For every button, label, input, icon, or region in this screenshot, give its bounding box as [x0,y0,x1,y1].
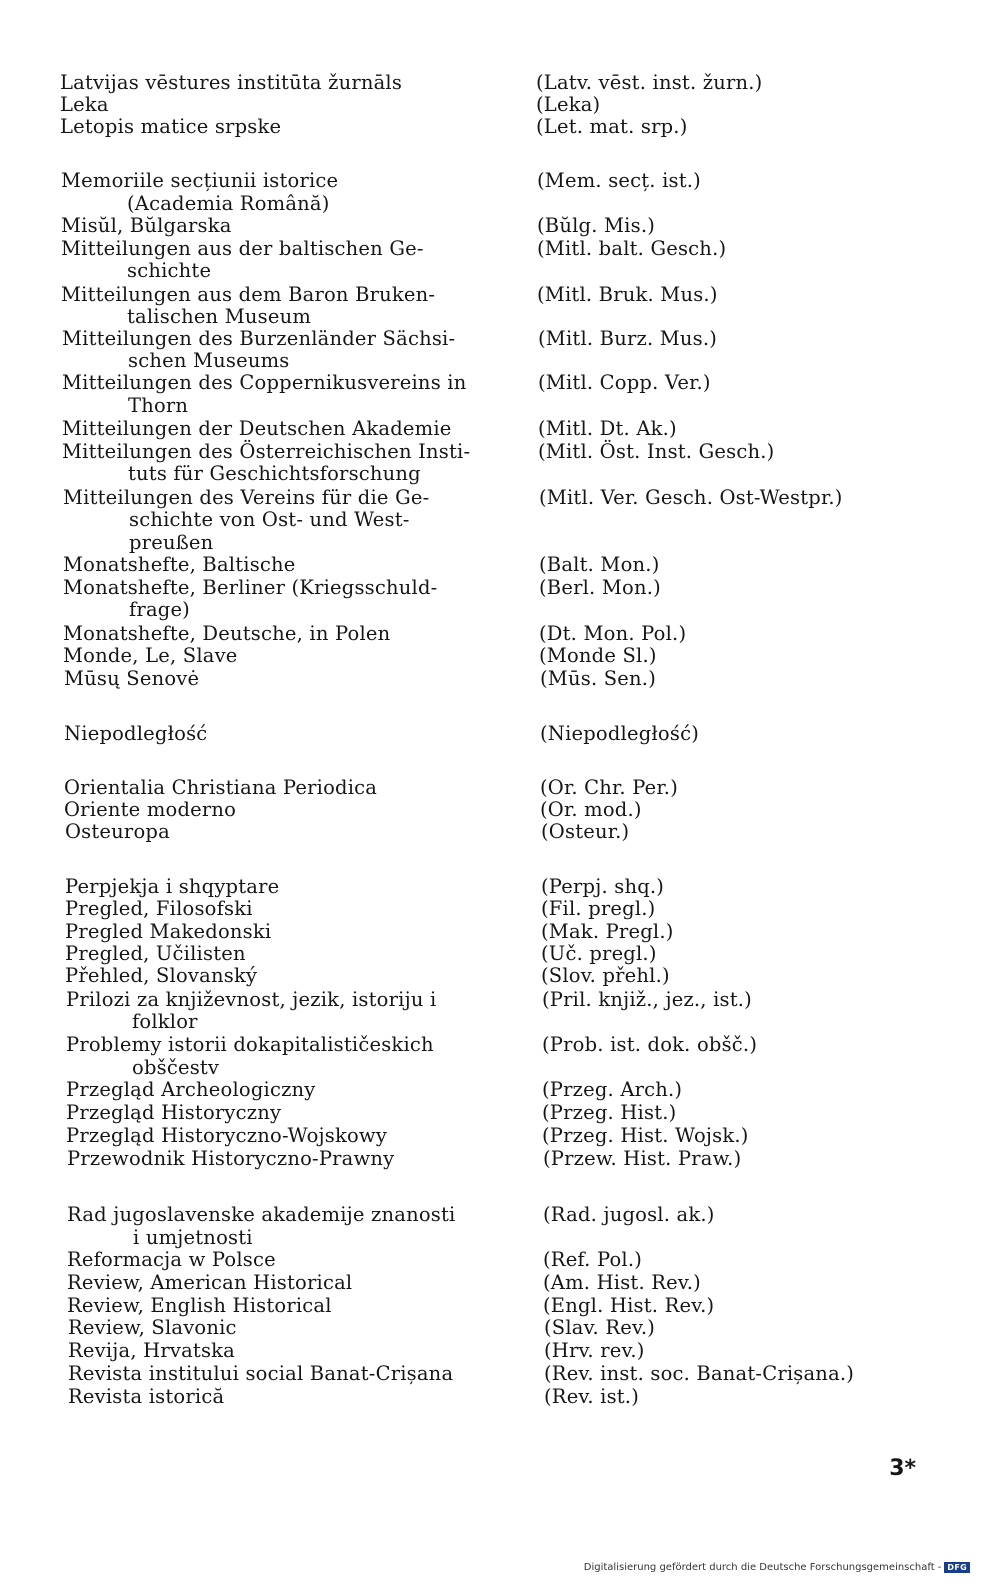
journal-abbreviation: (Bŭlg. Mis.) [537,214,656,237]
journal-title: Monatshefte, Deutsche, in Polen [63,622,391,645]
journal-title: Przewodnik Historyczno-Prawny [67,1147,395,1170]
journal-abbreviation: (Rev. inst. soc. Banat-Crișana.) [544,1362,855,1385]
journal-title: Przegląd Historyczny [66,1101,282,1124]
journal-title: Leka [60,93,109,116]
journal-title: Přehled, Slovanský [65,964,258,987]
journal-title: Misŭl, Bŭlgarska [61,214,232,237]
journal-abbreviation: (Slav. Rev.) [544,1316,656,1339]
journal-abbreviation: (Or. Chr. Per.) [540,776,678,799]
page-number: 3* [889,1456,916,1481]
journal-title-continuation: (Academia Română) [127,192,330,215]
journal-title: Monatshefte, Baltische [63,553,296,576]
journal-title: Prilozi za književnost, jezik, istoriju i [66,988,437,1011]
journal-abbreviation: (Rev. ist.) [544,1385,640,1408]
journal-abbreviation: (Przeg. Arch.) [542,1078,683,1101]
journal-title: Mitteilungen der Deutschen Akademie [62,417,452,440]
journal-title-continuation: frage) [129,598,190,621]
journal-title: Przegląd Historyczno-Wojskowy [66,1124,388,1147]
journal-abbreviation: (Berl. Mon.) [539,576,661,599]
journal-title-continuation: schichte von Ost- und West- [129,508,410,531]
journal-abbreviation: (Przeg. Hist.) [542,1101,677,1124]
journal-title: Reformacja w Polsce [67,1248,276,1271]
journal-title: Oriente moderno [64,798,237,821]
journal-title-continuation: i umjetnosti [133,1226,253,1249]
journal-title: Letopis matice srpske [60,115,282,138]
journal-title: Memoriile secțiunii istorice [61,169,339,192]
journal-abbreviation: (Monde Sl.) [539,644,657,667]
journal-title: Monatshefte, Berliner (Kriegsschuld- [63,576,438,599]
journal-title: Problemy istorii dokapitalističeskich [66,1033,434,1056]
journal-title: Przegląd Archeologiczny [66,1078,316,1101]
journal-abbreviation: (Osteur.) [541,820,630,843]
journal-title-continuation: folklor [132,1010,198,1033]
journal-abbreviation: (Mitl. Ver. Gesch. Ost-Westpr.) [539,486,843,509]
journal-title: Mitteilungen aus dem Baron Bruken- [61,283,436,306]
footer-text: Digitalisierung gefördert durch die Deutsche Forschungsgemeinschaft - [583,1562,942,1573]
journal-title: Mitteilungen des Vereins für die Ge- [63,486,430,509]
journal-abbreviation: (Przew. Hist. Praw.) [543,1147,742,1170]
journal-abbreviation: (Mitl. balt. Gesch.) [537,237,727,260]
journal-abbreviation: (Uč. pregl.) [541,942,657,965]
journal-abbreviation: (Am. Hist. Rev.) [543,1271,701,1294]
journal-abbreviation: (Prob. ist. dok. obšč.) [542,1033,758,1056]
journal-abbreviation: (Fil. pregl.) [541,897,656,920]
journal-title-continuation: schichte [127,259,212,282]
journal-abbreviation: (Mitl. Burz. Mus.) [538,327,718,350]
journal-title: Mitteilungen aus der baltischen Ge- [61,237,424,260]
journal-abbreviation: (Mitl. Öst. Inst. Gesch.) [538,440,775,463]
journal-title-continuation: preußen [129,531,214,554]
journal-title: Review, English Historical [67,1294,332,1317]
journal-abbreviation: (Let. mat. srp.) [536,115,688,138]
journal-title: Review, Slavonic [68,1316,237,1339]
journal-abbreviation: (Mak. Pregl.) [541,920,674,943]
journal-title-continuation: talischen Museum [127,305,312,328]
journal-abbreviation: (Balt. Mon.) [539,553,660,576]
journal-title: Orientalia Christiana Periodica [64,776,378,799]
journal-title: Revista istorică [68,1385,225,1408]
journal-abbreviation: (Slov. přehl.) [541,964,670,987]
journal-title: Niepodległość [64,722,208,745]
journal-abbreviation: (Dt. Mon. Pol.) [539,622,687,645]
journal-abbreviation: (Mem. secț. ist.) [537,169,701,192]
journal-title: Mitteilungen des Österreichischen Insti- [62,440,471,463]
journal-abbreviation: (Latv. vēst. inst. žurn.) [536,71,763,94]
journal-title: Revista institului social Banat-Crișana [68,1362,454,1385]
journal-title: Review, American Historical [67,1271,353,1294]
journal-title: Revija, Hrvatska [68,1339,235,1362]
journal-abbreviation: (Or. mod.) [540,798,642,821]
journal-abbreviation: (Mitl. Dt. Ak.) [538,417,677,440]
journal-title: Latvijas vēstures institūta žurnāls [60,71,403,94]
journal-abbreviation: (Perpj. shq.) [541,875,665,898]
journal-abbreviation: (Pril. knjiž., jez., ist.) [542,988,752,1011]
journal-title: Osteuropa [65,820,170,843]
journal-title-continuation: Thorn [128,394,189,417]
dfg-logo: DFG [944,1562,970,1573]
journal-title: Mitteilungen des Coppernikusvereins in [62,371,467,394]
journal-abbreviation: (Niepodległość) [540,722,700,745]
journal-abbreviation: (Mitl. Bruk. Mus.) [537,283,718,306]
footer [584,1562,970,1573]
journal-title: Mitteilungen des Burzenländer Sächsi- [62,327,456,350]
journal-title: Perpjekja i shqyptare [65,875,280,898]
journal-abbreviation: (Mitl. Copp. Ver.) [538,371,711,394]
journal-title: Mūsų Senovė [64,667,200,690]
journal-abbreviation: (Ref. Pol.) [543,1248,643,1271]
journal-title: Pregled, Učilisten [65,942,246,965]
journal-title: Rad jugoslavenske akademije znanosti [67,1203,456,1226]
journal-abbreviation: (Engl. Hist. Rev.) [543,1294,715,1317]
journal-abbreviation: (Rad. jugosl. ak.) [543,1203,715,1226]
journal-title: Pregled, Filosofski [65,897,253,920]
journal-abbreviation: (Mūs. Sen.) [540,667,657,690]
journal-abbreviation: (Hrv. rev.) [544,1339,645,1362]
journal-title: Monde, Le, Slave [63,644,238,667]
journal-title-continuation: schen Museums [128,349,290,372]
journal-abbreviation: (Leka) [536,93,601,116]
journal-abbreviation: (Przeg. Hist. Wojsk.) [542,1124,749,1147]
journal-title: Pregled Makedonski [65,920,272,943]
journal-title-continuation: tuts für Geschichtsforschung [128,462,421,485]
journal-title-continuation: obščestv [132,1056,220,1079]
